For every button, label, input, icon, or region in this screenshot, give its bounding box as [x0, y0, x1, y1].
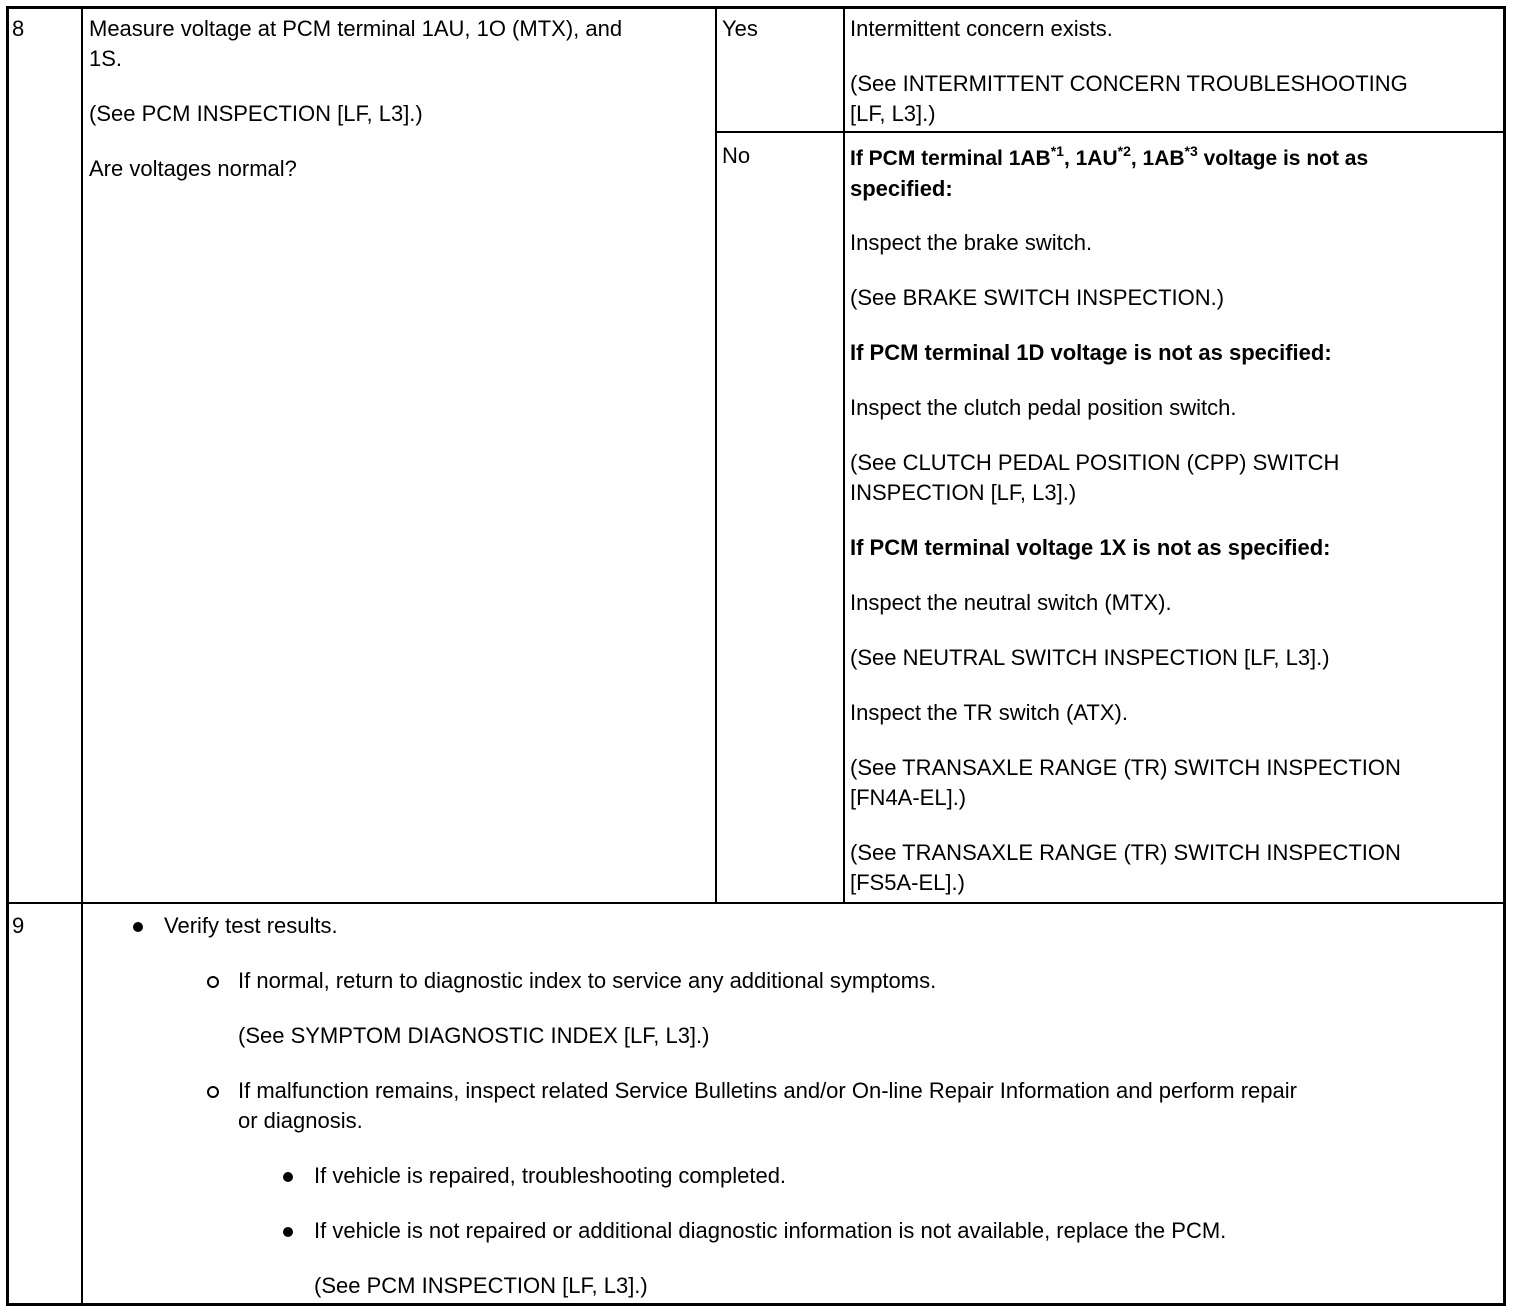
row-divider-step9 — [7, 902, 1506, 904]
step-8-clutch-ref-line2: INSPECTION [LF, L3].) — [850, 480, 1077, 505]
step-8-clutch-action: Inspect the clutch pedal position switch. — [850, 395, 1237, 420]
step-8-number: 8 — [12, 16, 25, 41]
step-8-neutral-action: Inspect the neutral switch (MTX). — [850, 590, 1172, 615]
step-8-yes-ref-line1: (See INTERMITTENT CONCERN TROUBLESHOOTING — [850, 71, 1408, 96]
step-8-action-line1: Measure voltage at PCM terminal 1AU, 1O (MTX), and — [89, 16, 623, 41]
step-9-normal: If normal, return to diagnostic index to service any additional symptoms. — [238, 968, 937, 993]
step-8-brake-action: Inspect the brake switch. — [850, 230, 1093, 255]
bullet-normal — [207, 976, 219, 988]
step-9-repaired: If vehicle is repaired, troubleshooting completed. — [314, 1163, 787, 1188]
step-9-malfunction-line2: or diagnosis. — [238, 1108, 363, 1133]
step-8-action-ref: (See PCM INSPECTION [LF, L3].) — [89, 101, 423, 126]
step-8-action-line2: 1S. — [89, 46, 123, 71]
step-8-tr-ref1-line2: [FN4A-EL].) — [850, 785, 967, 810]
step-8-yes-ref-line2: [LF, L3].) — [850, 101, 936, 126]
step-9-number: 9 — [12, 913, 25, 938]
step-9-malfunction-line1: If malfunction remains, inspect related Service Bulletins and/or On-line Repair Information and perform repair — [238, 1078, 1297, 1103]
step-9-final-ref: (See PCM INSPECTION [LF, L3].) — [314, 1273, 648, 1298]
bullet-verify — [133, 922, 143, 932]
row-divider-yes-no — [715, 131, 1506, 133]
step-8-tr-ref1-line1: (See TRANSAXLE RANGE (TR) SWITCH INSPECTION — [850, 755, 1401, 780]
step-8-tr-ref2-line1: (See TRANSAXLE RANGE (TR) SWITCH INSPECTION — [850, 840, 1401, 865]
step-8-clutch-ref-line1: (See CLUTCH PEDAL POSITION (CPP) SWITCH — [850, 450, 1340, 475]
bullet-malfunction — [207, 1086, 219, 1098]
step-8-brake-ref: (See BRAKE SWITCH INSPECTION.) — [850, 285, 1225, 310]
step-9-not-repaired: If vehicle is not repaired or additional diagnostic information is not available, replace the PCM. — [314, 1218, 1227, 1243]
bullet-not-repaired — [283, 1227, 293, 1237]
step-8-no-heading1-line2: specified: — [850, 176, 953, 201]
step-8-neutral-ref: (See NEUTRAL SWITCH INSPECTION [LF, L3].) — [850, 645, 1330, 670]
step-8-question: Are voltages normal? — [89, 156, 297, 181]
column-divider-result — [843, 7, 845, 904]
step-8-yes-text: Intermittent concern exists. — [850, 16, 1113, 41]
column-divider-action — [715, 7, 717, 904]
step-8-no-heading3: If PCM terminal voltage 1X is not as specified: — [850, 535, 1331, 560]
step-9-verify: Verify test results. — [164, 913, 338, 938]
bullet-repaired — [283, 1172, 293, 1182]
step-8-no-heading1: If PCM terminal 1AB$^{*1}$, 1AU$^{*2}$, 1AB$^{*3}$ voltage is not as — [850, 143, 1369, 170]
column-divider-step — [81, 7, 83, 1305]
step-8-yes-label: Yes — [722, 16, 758, 41]
step-8-tr-action: Inspect the TR switch (ATX). — [850, 700, 1128, 725]
step-9-normal-ref: (See SYMPTOM DIAGNOSTIC INDEX [LF, L3].) — [238, 1023, 710, 1048]
step-8-no-label: No — [722, 143, 751, 168]
step-8-no-heading2: If PCM terminal 1D voltage is not as specified: — [850, 340, 1332, 365]
step-8-tr-ref2-line2: [FS5A-EL].) — [850, 870, 965, 895]
